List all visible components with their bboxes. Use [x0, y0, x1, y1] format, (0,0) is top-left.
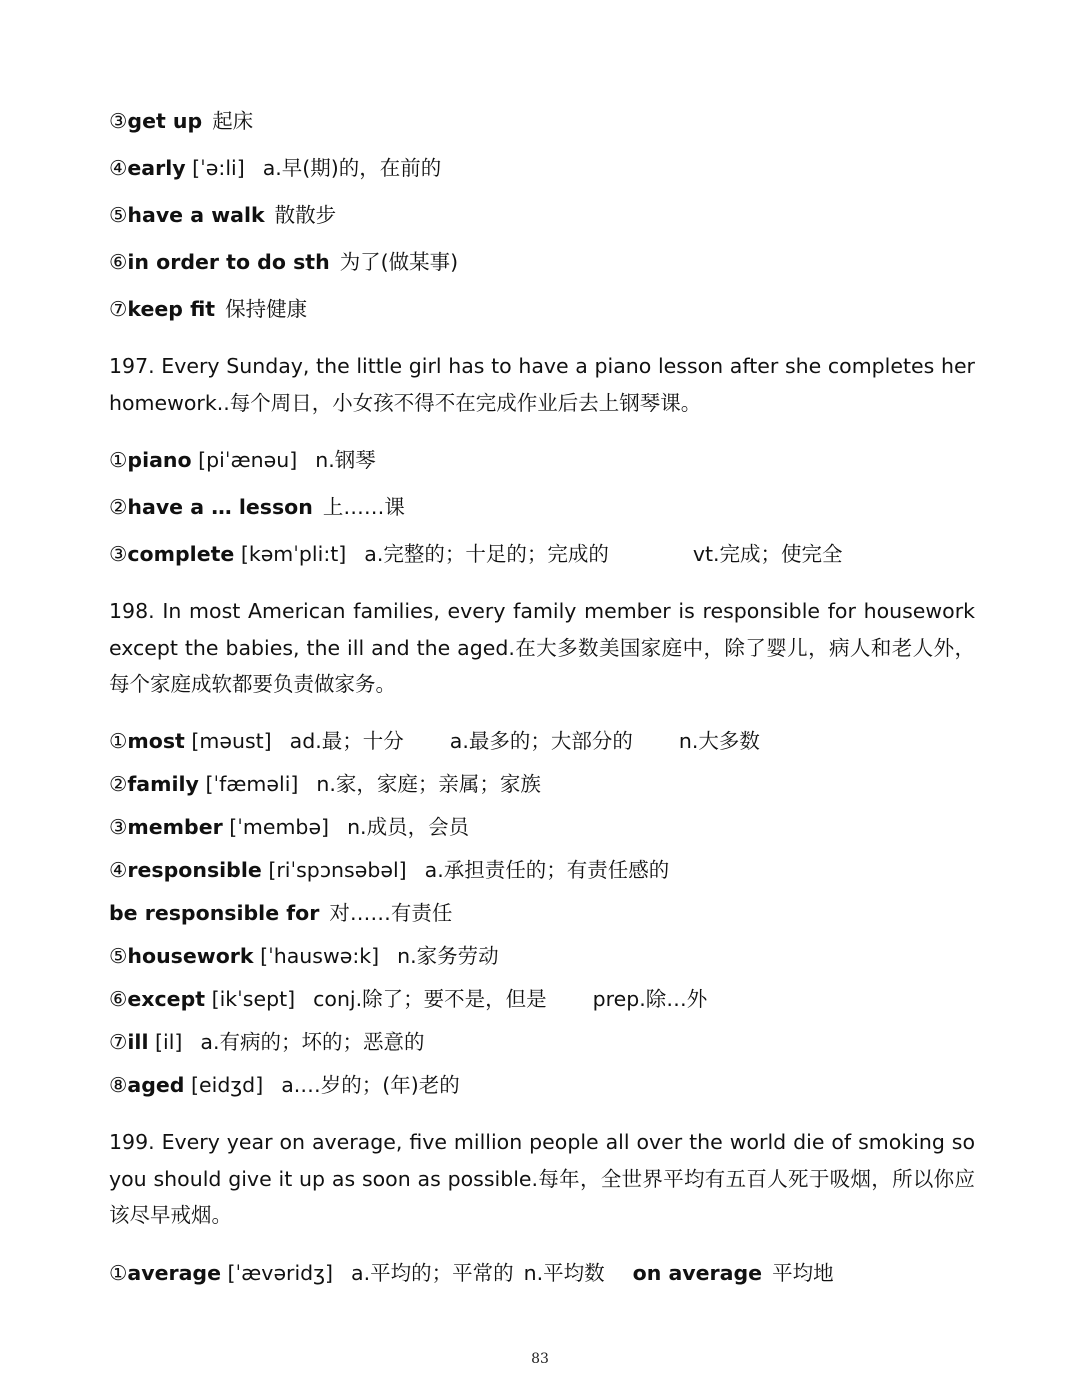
vocab-entry-keep-fit: [109, 297, 307, 321]
vocab-entry-housework: [109, 944, 499, 968]
entry-headword: housework: [127, 944, 254, 968]
entry-pronunciation: [ikˈsept]: [211, 987, 296, 1011]
entry-pronunciation: [məust]: [191, 729, 272, 753]
entry-number: ④: [109, 156, 128, 180]
vocab-entry-early: [109, 156, 441, 180]
entry-definition: a.…岁的；(年)老的: [281, 1073, 460, 1097]
entry-definition: n.家，家庭；亲属；家族: [316, 772, 541, 796]
vocab-entry-except: [109, 987, 707, 1011]
entry-pronunciation: [ˈhauswə:k]: [260, 944, 380, 968]
entry-definition: n.成员，会员: [347, 815, 470, 839]
entry-definition: 保持健康: [225, 297, 308, 321]
entry-definition: n.钢琴: [315, 448, 376, 472]
entry-number: ⑤: [109, 944, 128, 968]
entry-headword: get up: [127, 109, 203, 133]
example-sentence-197: 197. Every Sunday, the little girl has to have a piano lesson after she completes her homework..每个周日，小女孩不得不在完成作业后去上钢琴课。: [109, 354, 975, 415]
vocab-entry-have-a-walk: [109, 203, 336, 227]
entry-number: ③: [109, 109, 128, 133]
page-number: 83: [531, 1351, 549, 1367]
entry-definition: ad.最；十分: [289, 729, 404, 753]
entry-pronunciation: [eidʒd]: [191, 1073, 264, 1097]
vocab-entry-complete: [109, 542, 843, 566]
entry-headword: have a walk: [127, 203, 265, 227]
example-sentence-198: 198. In most American families, every family member is responsible for housework except the babies, the ill and the aged.在大多数美国家庭中，除了婴儿，病人和老人外，每个家庭成软都要负责做家务。: [109, 599, 975, 696]
entry-headword: keep fit: [127, 297, 216, 321]
entry-definition: a.最多的；大部分的: [449, 729, 633, 753]
entry-definition: 上……课: [322, 495, 405, 519]
entry-definition: n.平均数: [523, 1261, 605, 1285]
entry-pronunciation: [ˈævəridʒ]: [227, 1261, 334, 1285]
vocab-entry-in-order-to: [109, 250, 458, 274]
entry-definition: a.有病的；坏的；恶意的: [200, 1030, 425, 1054]
entry-number: ③: [109, 815, 128, 839]
vocab-entry-aged: [109, 1073, 460, 1097]
entry-definition: 散散步: [274, 203, 337, 227]
vocab-entry-most: [109, 729, 760, 753]
entry-headword: piano: [127, 448, 192, 472]
entry-pronunciation: [riˈspɔnsəbəl]: [268, 858, 407, 882]
entry-number: ①: [109, 448, 128, 472]
entry-pronunciation: [ˈmembə]: [229, 815, 330, 839]
entry-number: ⑥: [109, 987, 128, 1011]
entry-definition: 为了(做某事): [339, 250, 459, 274]
vocab-entry-average: [109, 1261, 834, 1285]
entry-pronunciation: [il]: [155, 1030, 183, 1054]
entry-headword: member: [127, 815, 223, 839]
entry-headword: responsible: [127, 858, 262, 882]
entry-headword: early: [127, 156, 186, 180]
entry-definition: a.早(期)的，在前的: [262, 156, 442, 180]
example-sentence-199: 199. Every year on average, five million people all over the world die of smoking so you should give it up as soon as possible.每年，全世界平均有五百人死于吸烟，所以你应该尽早戒烟。: [109, 1130, 975, 1227]
vocab-entry-ill: [109, 1030, 424, 1054]
entry-headword: ill: [127, 1030, 149, 1054]
entry-definition: a.完整的；十足的；完成的: [364, 542, 609, 566]
entry-definition: a.平均的；平常的: [351, 1261, 514, 1285]
vocab-entry-piano: [109, 448, 376, 472]
entry-definition: vt.完成；使完全: [692, 542, 843, 566]
entry-number: ①: [109, 729, 128, 753]
entry-headword: most: [127, 729, 185, 753]
vocab-entry-be-responsible-for: [109, 901, 452, 925]
entry-definition: 起床: [212, 109, 254, 133]
entry-number: ①: [109, 1261, 128, 1285]
vocab-entry-get-up: [109, 109, 253, 133]
entry-definition: n.家务劳动: [397, 944, 499, 968]
entry-number: ⑦: [109, 1030, 128, 1054]
entry-definition: a.承担责任的；有责任感的: [424, 858, 670, 882]
entry-number: ⑧: [109, 1073, 128, 1097]
entry-headword: in order to do sth: [127, 250, 330, 274]
vocab-entry-have-a-lesson: [109, 495, 405, 519]
entry-pronunciation: [piˈænəu]: [198, 448, 298, 472]
entry-pronunciation: [kəmˈpli:t]: [240, 542, 347, 566]
entry-number: ⑦: [109, 297, 128, 321]
entry-number: ⑥: [109, 250, 128, 274]
vocab-entry-member: [109, 815, 469, 839]
vocab-entry-family: [109, 772, 541, 796]
entry-number: ②: [109, 495, 128, 519]
entry-number: ④: [109, 858, 128, 882]
entry-number: ⑤: [109, 203, 128, 227]
entry-pronunciation: [ˈə:li]: [192, 156, 245, 180]
entry-definition: n.大多数: [678, 729, 760, 753]
entry-headword: aged: [127, 1073, 185, 1097]
entry-definition: 对……有责任: [329, 901, 453, 925]
entry-headword: except: [127, 987, 206, 1011]
entry-headword: average: [127, 1261, 222, 1285]
entry-headword: family: [127, 772, 199, 796]
entry-headword: be responsible for: [109, 901, 320, 925]
entry-headword: have a … lesson: [127, 495, 313, 519]
entry-number: ③: [109, 542, 128, 566]
vocab-entry-responsible: [109, 858, 669, 882]
entry-headword: complete: [127, 542, 235, 566]
entry-number: ②: [109, 772, 128, 796]
entry-phrase: on average: [632, 1261, 763, 1285]
entry-pronunciation: [ˈfæməli]: [205, 772, 299, 796]
entry-definition: prep.除…外: [592, 987, 708, 1011]
entry-definition: conj.除了；要不是，但是: [313, 987, 547, 1011]
entry-phrase-definition: 平均地: [772, 1261, 834, 1285]
